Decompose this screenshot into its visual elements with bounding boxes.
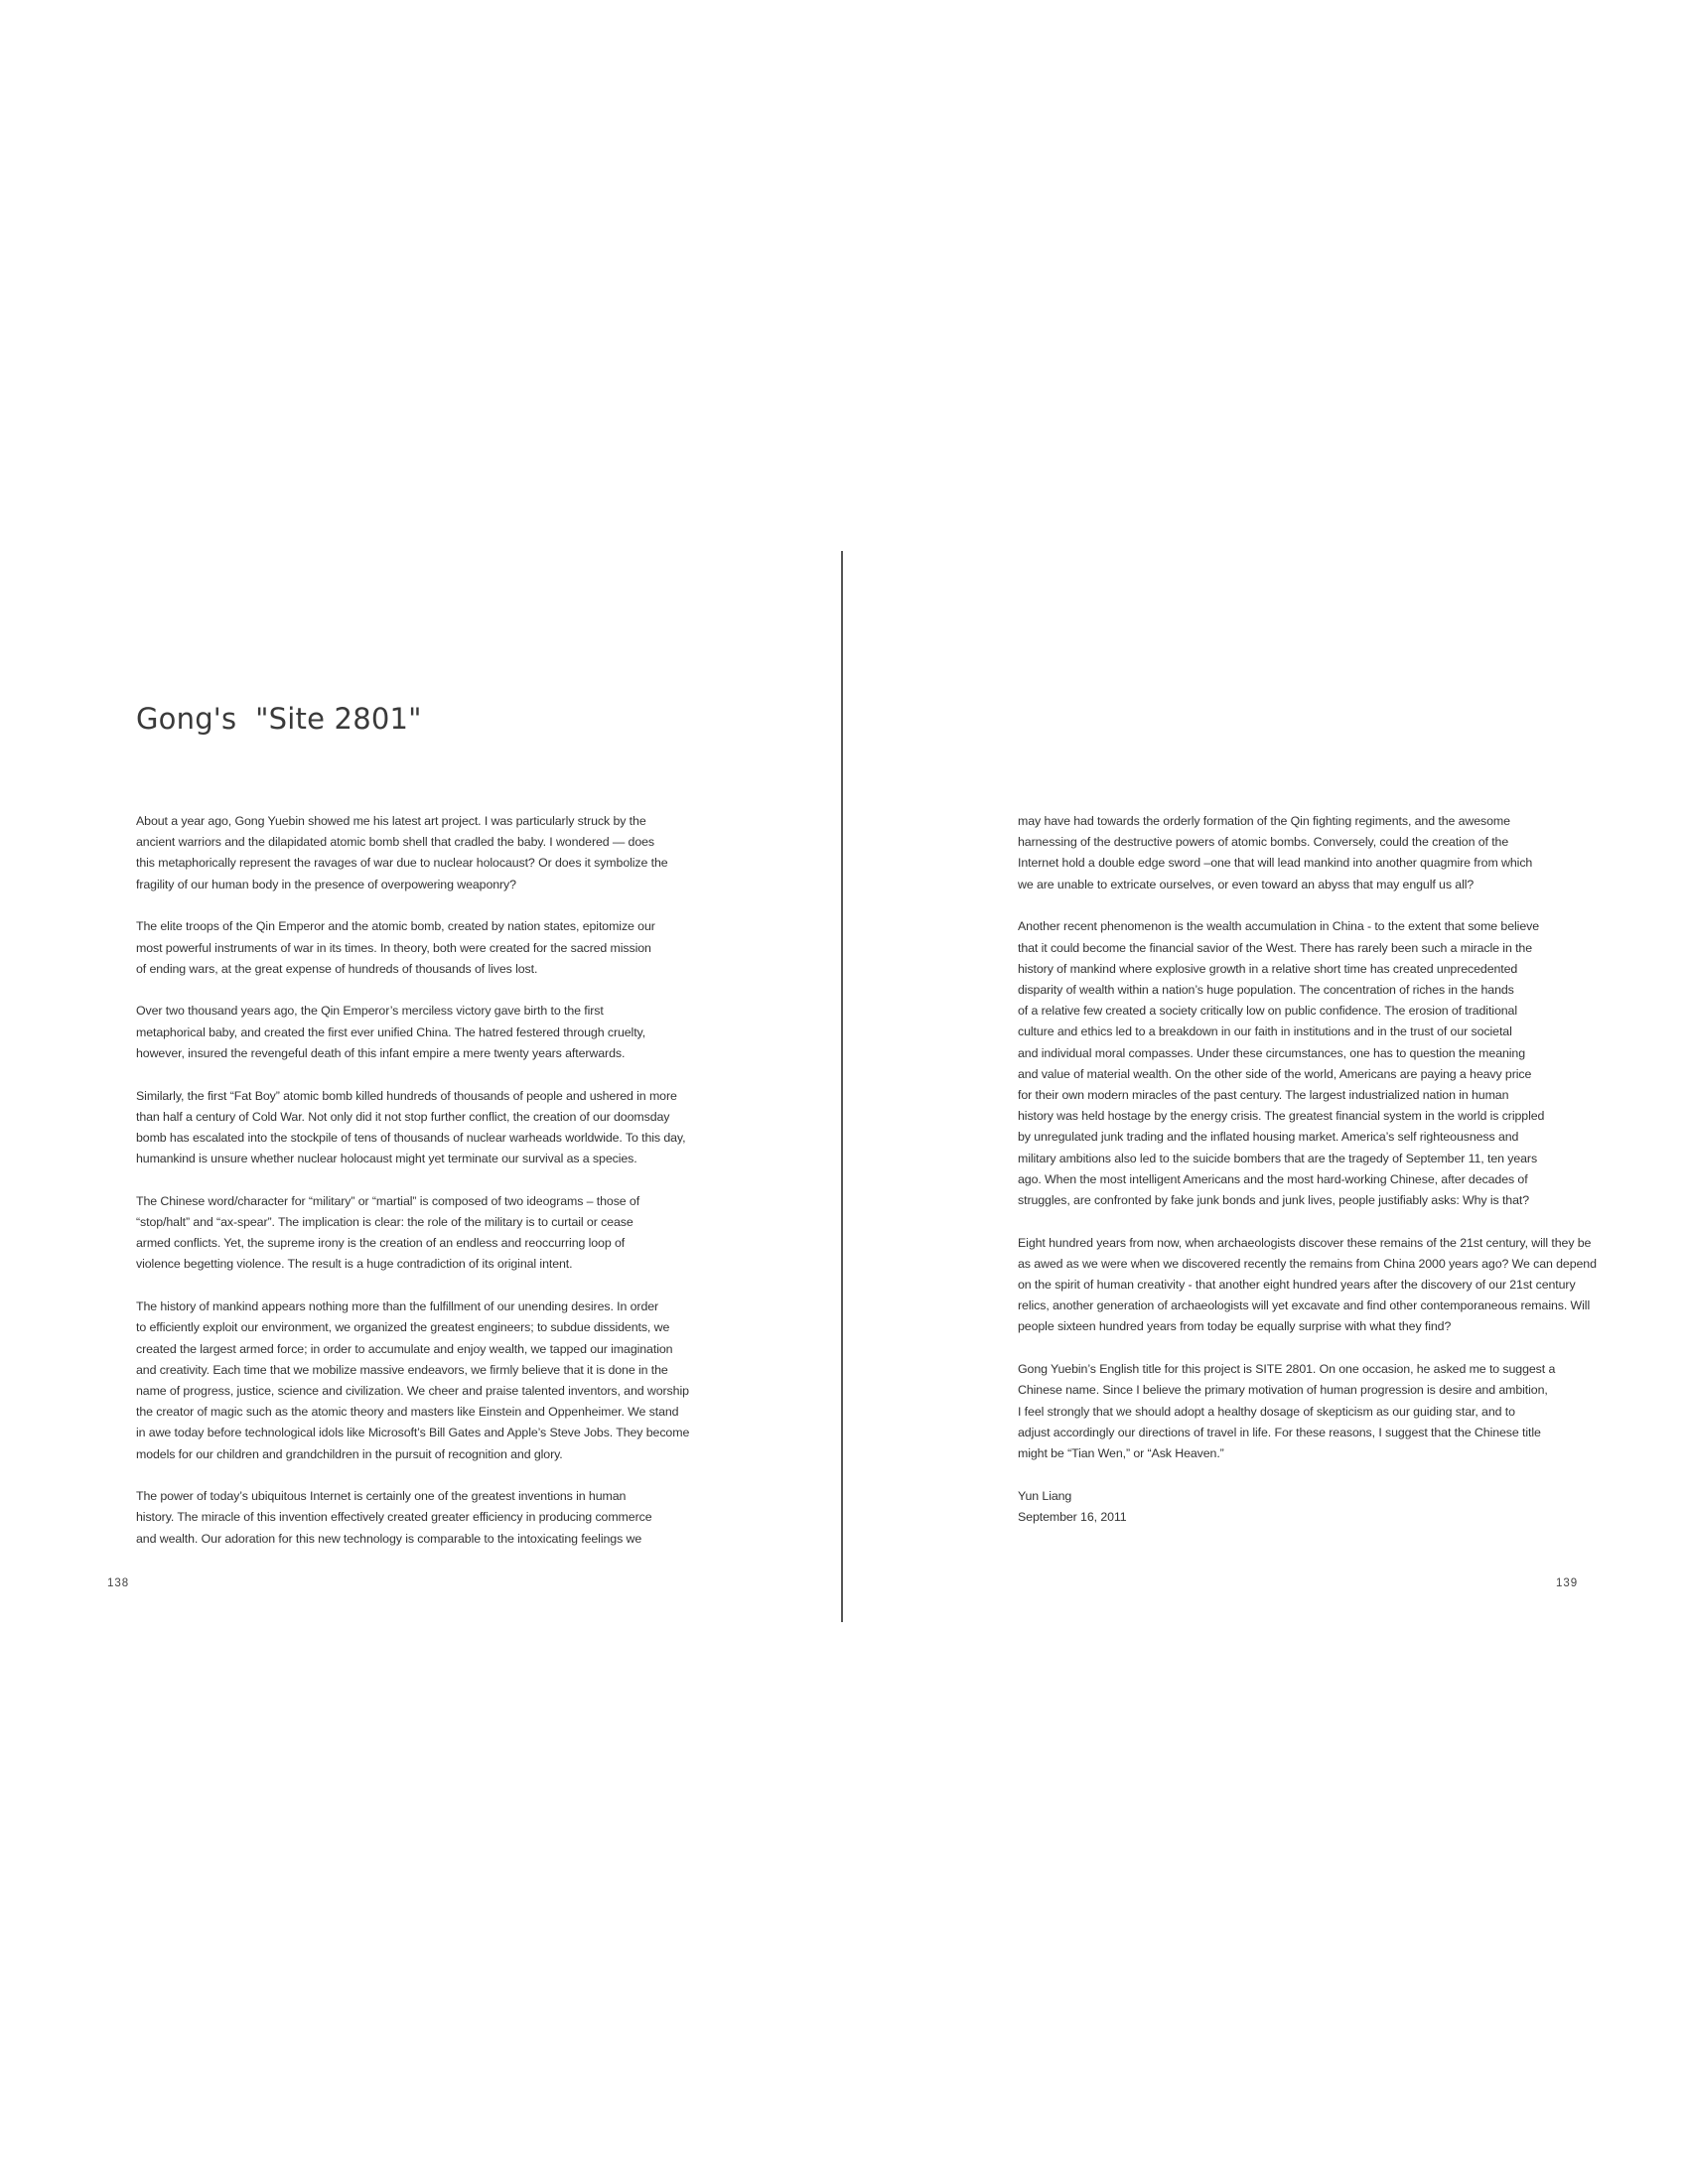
text-line: by unregulated junk trading and the inflated housing market. America’s self righteousness and: [1018, 1130, 1519, 1145]
text-line: created the largest armed force; in order to accumulate and enjoy wealth, we tapped our imagination: [136, 1341, 673, 1356]
text-line: the creator of magic such as the atomic theory and masters like Einstein and Oppenheimer. We stand: [136, 1405, 679, 1420]
paragraph: [1018, 1359, 1554, 1464]
text-line: and wealth. Our adoration for this new technology is comparable to the intoxicating feelings we: [136, 1531, 642, 1546]
gutter-divider: [841, 551, 843, 1622]
text-line: history of mankind where explosive growth in a relative short time has created unprecedented: [1018, 961, 1518, 976]
signature-block: [1018, 1486, 1554, 1528]
text-line: struggles, are confronted by fake junk bonds and junk lives, people justifiably asks: Why is that?: [1018, 1192, 1530, 1207]
text-line: Over two thousand years ago, the Qin Emperor’s merciless victory gave birth to the first: [136, 1004, 604, 1019]
text-line: history was held hostage by the energy crisis. The greatest financial system in the world is crippled: [1018, 1109, 1545, 1124]
paragraph: [1018, 811, 1554, 895]
paragraph: [136, 1486, 672, 1550]
text-line: About a year ago, Gong Yuebin showed me his latest art project. I was particularly struck by the: [136, 814, 646, 828]
paragraph: [136, 1191, 672, 1276]
article-title: Gong's "Site 2801": [136, 702, 422, 736]
text-line: this metaphorically represent the ravages of war due to nuclear holocaust? Or does it symbolize the: [136, 856, 668, 871]
text-line: bomb has escalated into the stockpile of tens of thousands of nuclear warheads worldwide. To this day,: [136, 1130, 686, 1145]
text-line: violence begetting violence. The result is a huge contradiction of its original intent.: [136, 1257, 573, 1272]
page-number-right: 139: [1556, 1577, 1579, 1589]
text-line: Eight hundred years from now, when archaeologists discover these remains of the 21st century, will they be: [1018, 1235, 1592, 1250]
text-line: might be “Tian Wen,” or “Ask Heaven.”: [1018, 1445, 1224, 1460]
text-line: humankind is unsure whether nuclear holocaust might yet terminate our survival as a species.: [136, 1152, 637, 1166]
text-line: military ambitions also led to the suicide bombers that are the tragedy of September 11, ten years: [1018, 1151, 1538, 1165]
text-line: Gong Yuebin’s English title for this project is SITE 2801. On one occasion, he asked me to suggest a: [1018, 1362, 1556, 1377]
text-line: of a relative few created a society critically low on public confidence. The erosion of traditional: [1018, 1004, 1517, 1019]
text-line: and value of material wealth. On the other side of the world, Americans are paying a heavy price: [1018, 1066, 1532, 1081]
text-line: Another recent phenomenon is the wealth accumulation in China - to the extent that some believe: [1018, 919, 1539, 934]
author-name: Yun Liang: [1018, 1488, 1072, 1503]
text-line: however, insured the revengeful death of this infant empire a mere twenty years afterwards.: [136, 1045, 626, 1060]
text-line: and individual moral compasses. Under these circumstances, one has to question the meaning: [1018, 1045, 1526, 1060]
text-line: we are unable to extricate ourselves, or even toward an abyss that may engulf us all?: [1018, 877, 1475, 891]
paragraph: [136, 1001, 672, 1064]
text-line: than half a century of Cold War. Not only did it not stop further conflict, the creation of our doomsday: [136, 1109, 670, 1124]
text-line: Similarly, the first “Fat Boy” atomic bomb killed hundreds of thousands of people and ushered in more: [136, 1088, 677, 1103]
text-line: adjust accordingly our directions of travel in life. For these reasons, I suggest that the Chinese title: [1018, 1425, 1541, 1439]
text-line: fragility of our human body in the presence of overpowering weaponry?: [136, 877, 516, 891]
text-line: metaphorical baby, and created the first ever unified China. The hatred festered through cruelty,: [136, 1024, 646, 1039]
text-line: in awe today before technological idols like Microsoft’s Bill Gates and Apple’s Steve Jobs. They become: [136, 1426, 690, 1440]
text-line: of ending wars, at the great expense of hundreds of thousands of lives lost.: [136, 961, 538, 976]
text-line: ancient warriors and the dilapidated atomic bomb shell that cradled the baby. I wondered — does: [136, 835, 655, 850]
text-line: Internet hold a double edge sword –one that will lead mankind into another quagmire from which: [1018, 856, 1533, 871]
left-page-body: [136, 811, 690, 1570]
text-line: as awed as we were when we discovered recently the remains from China 2000 years ago? We can depend: [1018, 1256, 1597, 1271]
paragraph: [1018, 916, 1554, 1211]
text-line: The elite troops of the Qin Emperor and the atomic bomb, created by nation states, epitomize our: [136, 919, 655, 934]
text-line: The power of today’s ubiquitous Internet is certainly one of the greatest inventions in human: [136, 1489, 627, 1504]
paragraph: [136, 1086, 686, 1170]
paragraph: [136, 916, 672, 980]
text-line: people sixteen hundred years from today be equally surprise with what they find?: [1018, 1319, 1452, 1334]
text-line: Chinese name. Since I believe the primary motivation of human progression is desire and ambition,: [1018, 1383, 1548, 1398]
text-line: on the spirit of human creativity - that another eight hundred years after the discovery of our 21st century: [1018, 1278, 1576, 1293]
text-line: models for our children and grandchildren in the pursuit of recognition and glory.: [136, 1446, 563, 1461]
page-number-left: 138: [107, 1577, 130, 1589]
paragraph: [136, 811, 672, 895]
text-line: ago. When the most intelligent Americans and the most hard-working Chinese, after decades of: [1018, 1171, 1528, 1186]
text-line: disparity of wealth within a nation’s huge population. The concentration of riches in the hands: [1018, 982, 1514, 997]
right-page-body: [1018, 811, 1597, 1528]
text-line: to efficiently exploit our environment, we organized the greatest engineers; to subdue dissidents, we: [136, 1320, 670, 1335]
text-line: may have had towards the orderly formation of the Qin fighting regiments, and the awesome: [1018, 814, 1510, 828]
text-line: “stop/halt” and “ax-spear”. The implication is clear: the role of the military is to curtail or cease: [136, 1215, 633, 1230]
text-line: and creativity. Each time that we mobilize massive endeavors, we firmly believe that it is done in the: [136, 1362, 668, 1377]
text-line: relics, another generation of archaeologists will yet excavate and find other contemporaneous remains. Will: [1018, 1298, 1591, 1313]
text-line: for their own modern miracles of the past century. The largest industrialized nation in human: [1018, 1087, 1509, 1102]
text-line: that it could become the financial savior of the West. There has rarely been such a miracle in the: [1018, 940, 1533, 955]
text-line: The history of mankind appears nothing more than the fulfillment of our unending desires. In order: [136, 1299, 659, 1314]
text-line: name of progress, justice, science and civilization. We cheer and praise talented inventors, and worship: [136, 1383, 689, 1398]
text-line: most powerful instruments of war in its times. In theory, both were created for the sacred mission: [136, 940, 651, 955]
text-line: armed conflicts. Yet, the supreme irony is the creation of an endless and reoccurring loop of: [136, 1236, 626, 1251]
text-line: harnessing of the destructive powers of atomic bombs. Conversely, could the creation of the: [1018, 835, 1509, 850]
paragraph: [1018, 1233, 1597, 1338]
text-line: I feel strongly that we should adopt a healthy dosage of skepticism as our guiding star, and to: [1018, 1404, 1515, 1419]
signature-date: September 16, 2011: [1018, 1509, 1127, 1524]
paragraph: [136, 1297, 690, 1465]
text-line: history. The miracle of this invention effectively created greater efficiency in producing commerce: [136, 1510, 652, 1525]
text-line: The Chinese word/character for “military” or “martial” is composed of two ideograms – those of: [136, 1193, 640, 1208]
text-line: culture and ethics led to a breakdown in our faith in institutions and in the trust of our societal: [1018, 1024, 1512, 1039]
